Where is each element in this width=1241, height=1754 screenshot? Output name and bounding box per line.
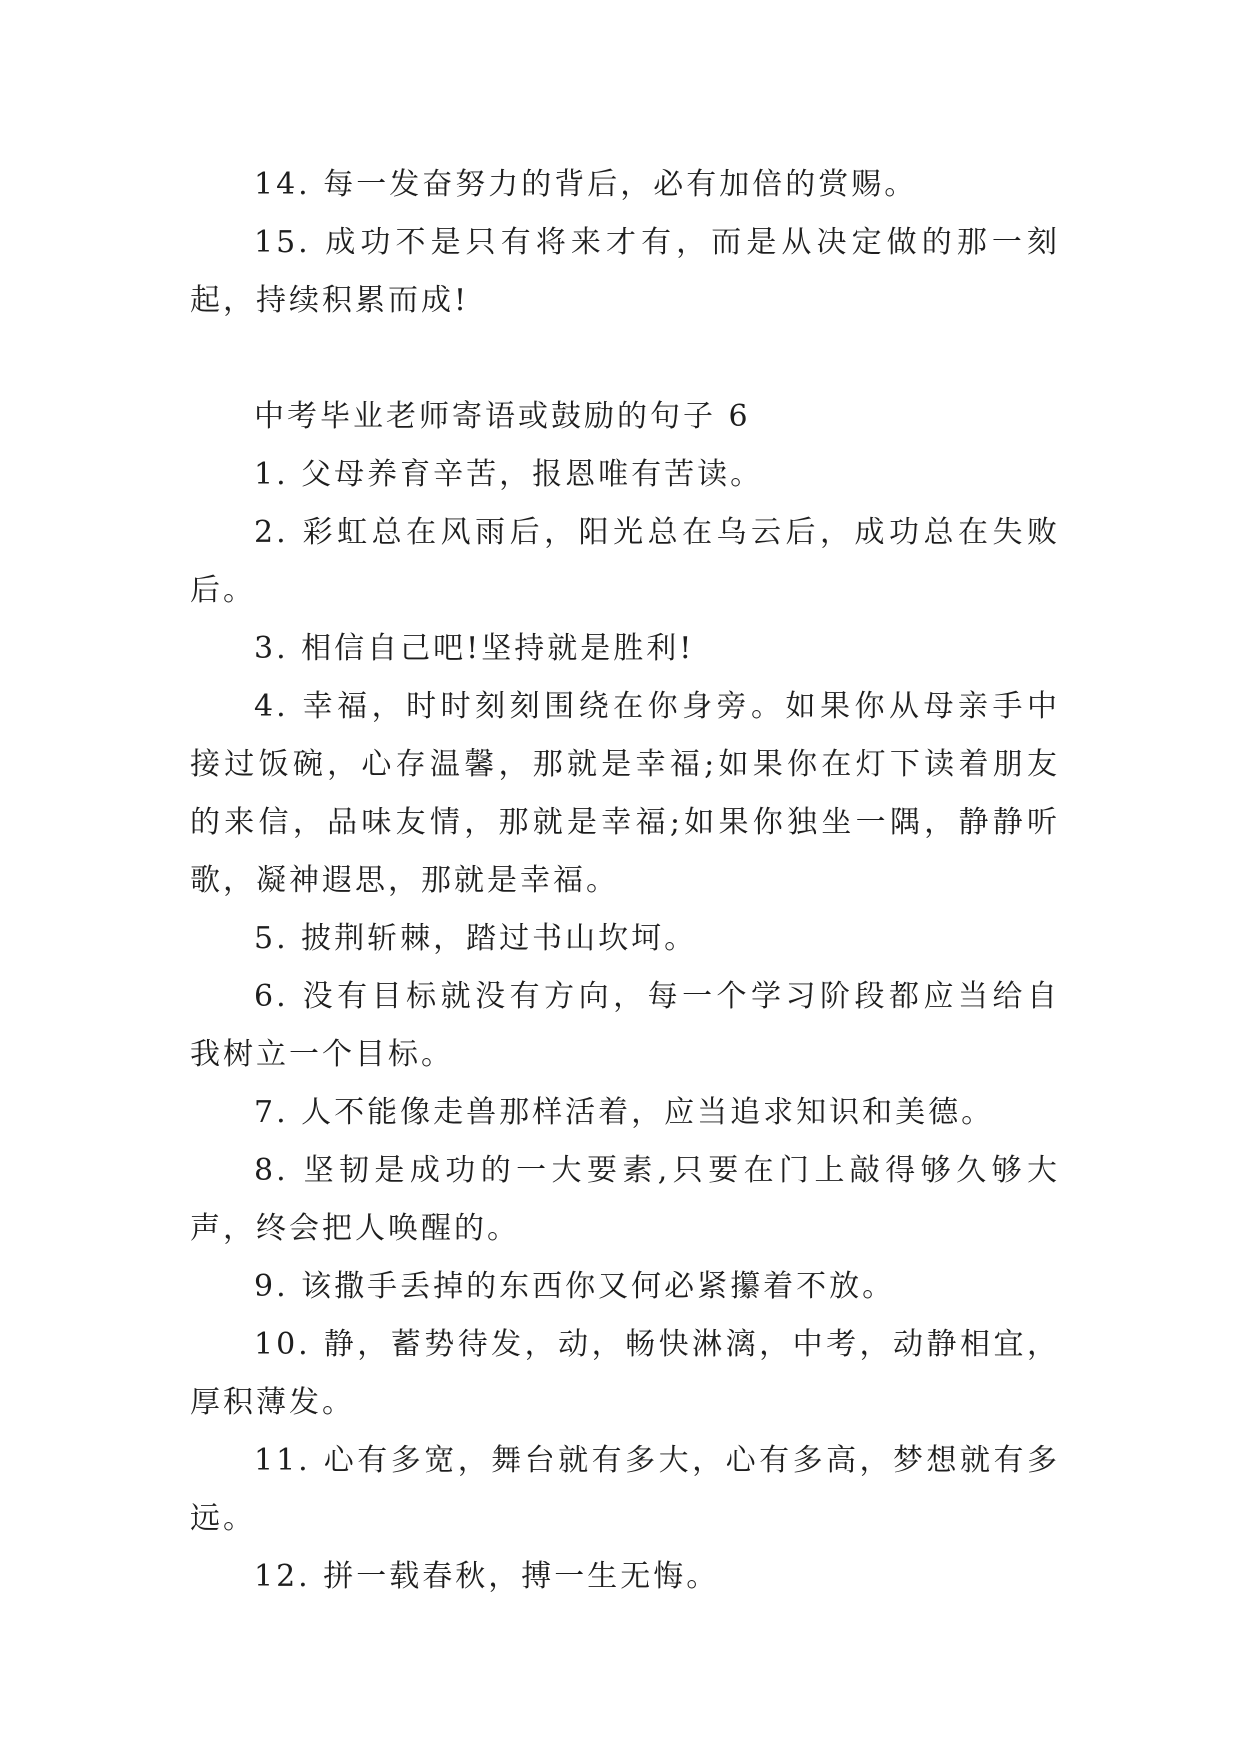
paragraph-item-12: 12. 拼一载春秋，搏一生无悔。 [254, 1559, 720, 1594]
section-heading: 中考毕业老师寄语或鼓励的句子 6 [254, 399, 751, 434]
section-spacer [190, 330, 1060, 388]
paragraph-item-5: 5. 披荆斩棘，踏过书山坎坷。 [254, 921, 698, 956]
paragraph-item-14: 14. 每一发奋努力的背后，必有加倍的赏赐。 [254, 167, 918, 202]
paragraph-item-3: 3. 相信自己吧!坚持就是胜利! [254, 631, 695, 666]
paragraph-item-8: 8. 坚韧是成功的一大要素,只要在门上敲得够久够大声，终会把人唤醒的。 [190, 1153, 1060, 1246]
paragraph-item-10: 10. 静，蓄势待发，动，畅快淋漓，中考，动静相宜，厚积薄发。 [190, 1327, 1060, 1420]
paragraph-item-15: 15. 成功不是只有将来才有，而是从决定做的那一刻起，持续积累而成! [190, 225, 1060, 318]
paragraph-item-1: 1. 父母养育辛苦，报恩唯有苦读。 [254, 457, 764, 492]
paragraph-item-2: 2. 彩虹总在风雨后，阳光总在乌云后，成功总在失败后。 [190, 515, 1060, 608]
paragraph-item-11: 11. 心有多宽，舞台就有多大，心有多高，梦想就有多远。 [190, 1443, 1060, 1536]
paragraph-item-4: 4. 幸福，时时刻刻围绕在你身旁。如果你从母亲手中接过饭碗，心存温馨，那就是幸福;如果你在灯下读着朋友的来信，品味友情，那就是幸福;如果你独坐一隅，静静听歌，凝神遐思，那就是幸福。 [190, 689, 1060, 898]
paragraph-item-7: 7. 人不能像走兽那样活着，应当追求知识和美德。 [254, 1095, 995, 1130]
document-body [190, 156, 1060, 1606]
paragraph-item-6: 6. 没有目标就没有方向，每一个学习阶段都应当给自我树立一个目标。 [190, 979, 1060, 1072]
paragraph-item-9: 9. 该撒手丢掉的东西你又何必紧攥着不放。 [254, 1269, 896, 1304]
